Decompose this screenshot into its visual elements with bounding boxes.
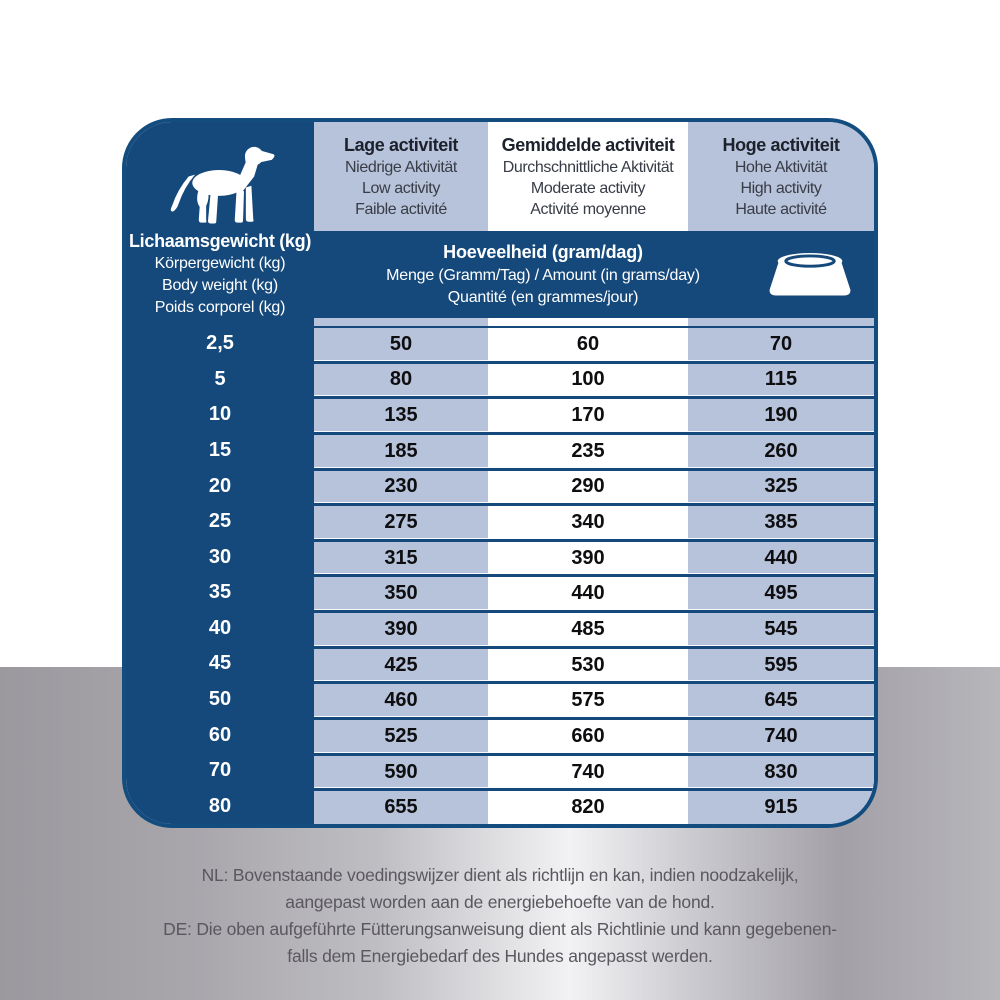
amount-high: 740 [764, 724, 798, 747]
weight-value: 15 [208, 439, 232, 462]
amount-moderate: 440 [571, 582, 605, 605]
weight-value: 35 [208, 581, 232, 604]
table-row [314, 613, 874, 649]
weight-column-header [126, 231, 314, 318]
spacer [126, 318, 314, 326]
amount-low: 275 [384, 511, 418, 534]
table-row [314, 399, 874, 435]
amount-low: 135 [384, 404, 418, 427]
amount-high: 325 [764, 475, 798, 498]
moderate-activity-title: Gemiddelde activiteit [501, 134, 675, 155]
weight-subtitle-en: Body weight (kg) [162, 277, 278, 294]
table-row [314, 649, 874, 685]
amount-moderate: 290 [571, 475, 605, 498]
moderate-activity-en: Moderate activity [530, 179, 646, 197]
amount-high: 190 [764, 404, 798, 427]
amount-moderate: 740 [571, 760, 605, 783]
table-row [314, 506, 874, 542]
table-row [314, 720, 874, 756]
low-activity-en: Low activity [362, 179, 440, 197]
amount-high: 495 [764, 582, 798, 605]
weight-value: 80 [208, 794, 232, 817]
low-activity-de: Niedrige Aktivität [345, 158, 457, 176]
amount-high: 115 [764, 368, 798, 391]
disclaimer-text [0, 862, 1000, 970]
weight-title: Lichaamsgewicht (kg) [128, 231, 312, 251]
column-header-moderate-activity [488, 122, 688, 231]
disclaimer-de-line1: DE: Die oben aufgeführte Fütterungsanweisung dient als Richtlinie und kann gegebenen- [163, 919, 837, 939]
amount-moderate: 530 [571, 653, 605, 676]
amount-low: 230 [384, 475, 418, 498]
table-row [314, 756, 874, 792]
table-row [314, 684, 874, 720]
amount-header-text [314, 240, 746, 309]
amount-high: 830 [764, 760, 798, 783]
amount-moderate: 390 [571, 546, 605, 569]
table-row [314, 435, 874, 471]
activity-header-row [314, 122, 874, 231]
weight-value: 30 [208, 545, 232, 568]
feeding-rows [314, 326, 874, 824]
weight-value: 50 [208, 688, 232, 711]
amount-high: 545 [764, 617, 798, 640]
weight-value: 25 [208, 510, 232, 533]
amount-moderate: 100 [571, 368, 605, 391]
weight-value: 10 [208, 403, 232, 426]
disclaimer-de-line2: falls dem Energiebedarf des Hundes angepasst werden. [287, 946, 713, 966]
amount-low: 655 [384, 796, 418, 819]
dog-bowl-icon [766, 247, 854, 303]
amount-high: 440 [764, 546, 798, 569]
table-row [314, 791, 874, 824]
weight-value: 45 [208, 652, 232, 675]
amount-moderate: 235 [571, 439, 605, 462]
table-row [314, 577, 874, 613]
weight-subtitle-de: Körpergewicht (kg) [154, 255, 286, 272]
moderate-activity-de: Durchschnittliche Aktivität [502, 158, 674, 176]
data-area [314, 122, 874, 824]
amount-low: 50 [389, 332, 413, 355]
amount-low: 590 [384, 760, 418, 783]
amount-high: 385 [764, 511, 798, 534]
weight-subtitle-fr: Poids corporel (kg) [154, 299, 286, 316]
table-row [314, 542, 874, 578]
amount-low: 350 [384, 582, 418, 605]
amount-line-fr: Quantité (en grammes/jour) [447, 289, 639, 306]
column-header-high-activity [688, 122, 874, 231]
amount-title: Hoeveelheid (gram/dag) [443, 242, 643, 262]
amount-high: 915 [764, 796, 798, 819]
weight-value: 20 [208, 474, 232, 497]
dog-zone [126, 122, 314, 231]
feeding-table [122, 118, 878, 828]
amount-moderate: 660 [571, 724, 605, 747]
amount-high: 70 [769, 332, 793, 355]
amount-moderate: 485 [571, 617, 605, 640]
weight-value: 70 [208, 759, 232, 782]
high-activity-en: High activity [740, 179, 822, 197]
weight-rows [126, 326, 314, 824]
amount-high: 260 [764, 439, 798, 462]
disclaimer-nl-line2: aangepast worden aan de energiebehoefte van de hond. [285, 892, 715, 912]
column-header-low-activity [314, 122, 488, 231]
weight-value: 60 [208, 723, 232, 746]
weight-value: 2,5 [206, 332, 234, 355]
amount-low: 390 [384, 617, 418, 640]
high-activity-de: Hohe Aktivität [734, 158, 828, 176]
amount-moderate: 60 [576, 332, 600, 355]
amount-low: 460 [384, 689, 418, 712]
amount-moderate: 340 [571, 511, 605, 534]
amount-low: 80 [389, 368, 413, 391]
disclaimer-nl-line1: NL: Bovenstaande voedingswijzer dient als richtlijn en kan, indien noodzakelijk, [201, 865, 799, 885]
amount-low: 525 [384, 724, 418, 747]
moderate-activity-fr: Activité moyenne [530, 200, 646, 218]
amount-high: 595 [764, 653, 798, 676]
table-row [314, 471, 874, 507]
high-activity-title: Hoge activiteit [722, 134, 840, 155]
bowl-zone [746, 247, 874, 303]
spacer [314, 318, 874, 326]
table-row [314, 364, 874, 400]
dog-icon [160, 135, 280, 229]
high-activity-fr: Haute activité [735, 200, 827, 218]
amount-line-de-en: Menge (Gramm/Tag) / Amount (in grams/day) [386, 267, 700, 284]
low-activity-title: Lage activiteit [343, 134, 459, 155]
low-activity-fr: Faible activité [355, 200, 447, 218]
weight-value: 5 [214, 367, 226, 390]
amount-moderate: 820 [571, 796, 605, 819]
amount-moderate: 575 [571, 689, 605, 712]
weight-value: 40 [208, 616, 232, 639]
amount-high: 645 [764, 689, 798, 712]
amount-low: 315 [384, 546, 418, 569]
weight-column [126, 122, 314, 824]
amount-header-band [314, 231, 874, 318]
amount-low: 185 [384, 439, 418, 462]
amount-moderate: 170 [571, 404, 605, 427]
amount-low: 425 [384, 653, 418, 676]
table-row [314, 326, 874, 364]
